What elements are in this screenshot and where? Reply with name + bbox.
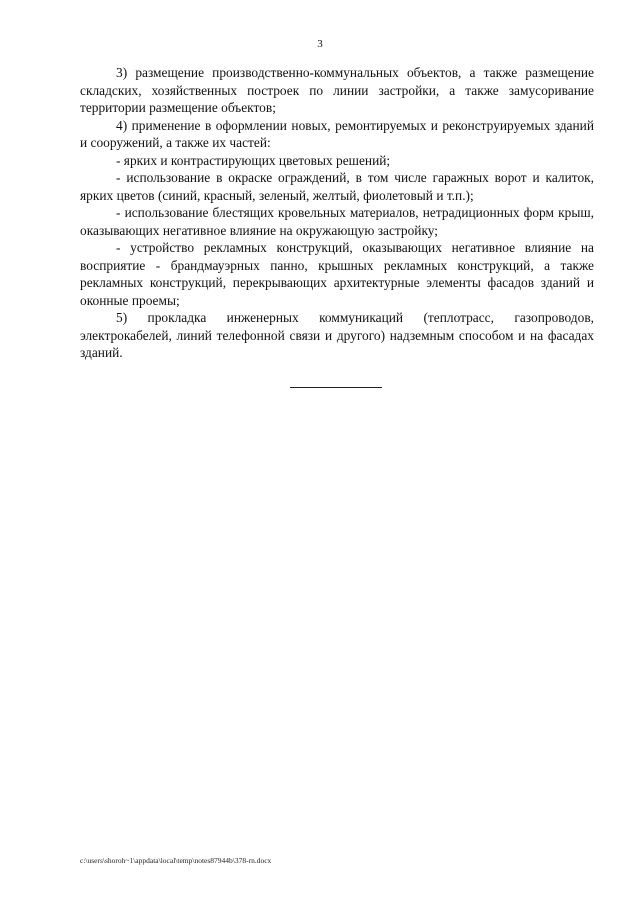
- list-item-fence-painting: - использование в окраске ограждений, в том числе гаражных ворот и калиток, ярких цветов (синий, красный, зеленый, желтый, фиолетовый и т.п.);: [80, 170, 594, 203]
- closing-divider: [290, 387, 382, 388]
- list-item-advertising-structures: - устройство рекламных конструкций, оказывающих негативное влияние на восприятие - брандмауэрных панно, крышных рекламных конструкций, а также рекламных конструкций, перекрывающих архитектурные элементы фасадов зданий и оконные проемы;: [80, 240, 594, 308]
- footer-file-path: c:\users\shoroh~1\appdata\local\temp\notes87944b\378-rn.docx: [80, 856, 272, 865]
- page-number: 3: [317, 38, 323, 50]
- paragraph-item-4: 4) применение в оформлении новых, ремонтируемых и реконструируемых зданий и сооружений, а также их частей:: [80, 117, 594, 150]
- document-body: [80, 64, 594, 362]
- paragraph-item-3: 3) размещение производственно-коммунальных объектов, а также размещение складских, хозяйственных построек по линии застройки, а также замусоривание территории размещение объектов;: [80, 65, 594, 115]
- list-item-bright-colors: - ярких и контрастирующих цветовых решений;: [116, 152, 391, 168]
- paragraph-item-5: 5) прокладка инженерных коммуникаций (теплотрасс, газопроводов, электрокабелей, линий телефонной связи и другого) надземным способом и на фасадах зданий.: [80, 310, 594, 360]
- list-item-roofing-materials: - использование блестящих кровельных материалов, нетрадиционных форм крыш, оказывающих негативное влияние на окружающую застройку;: [80, 205, 594, 238]
